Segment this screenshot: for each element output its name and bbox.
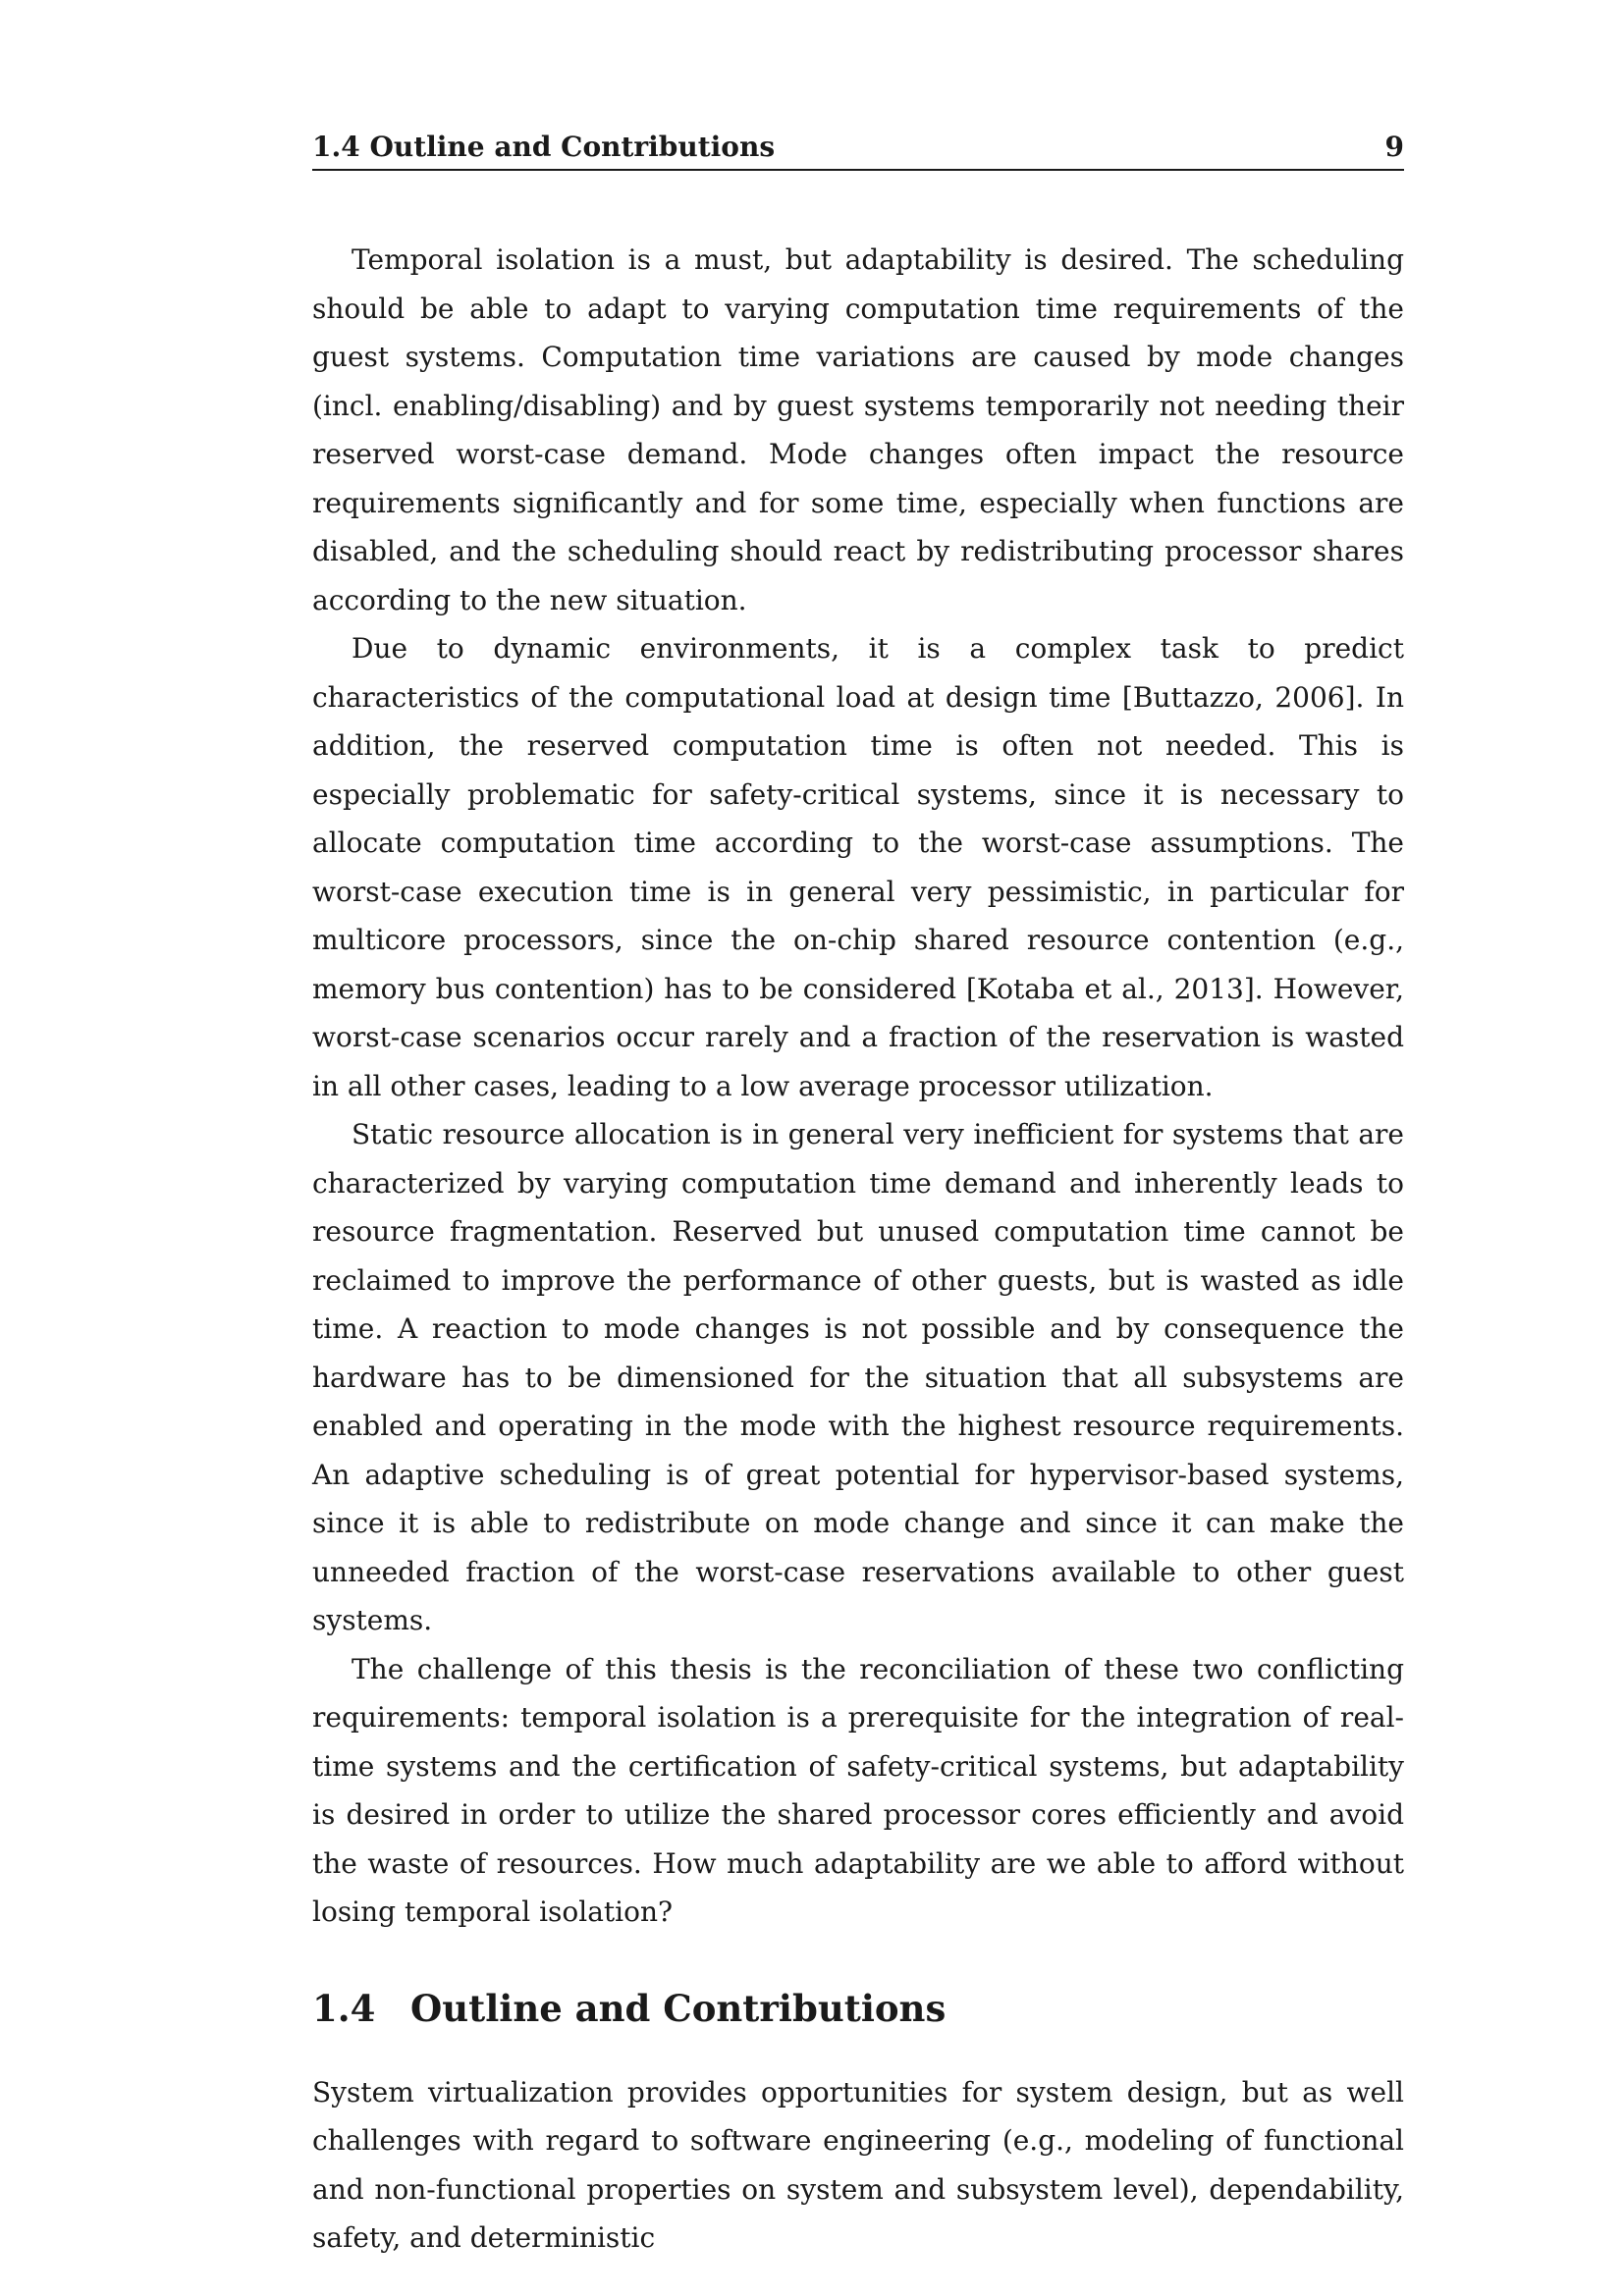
section-number: 1.4 [312, 1986, 376, 2030]
paragraph-temporal-isolation: Temporal isolation is a must, but adaptability is desired. The scheduling should be able to adapt to varying computation time requirements of the guest systems. Computation time variations are caused by mode changes (incl. enabling/disabling) and by guest systems temporarily not needing their reserved worst-case demand. Mode changes often impact the resource requirements significantly and for some time, especially when functions are disabled, and the scheduling should react by redistributing processor shares according to the new situation. [312, 243, 1404, 616]
page-number: 9 [1384, 131, 1404, 163]
paragraph-static-allocation: Static resource allocation is in general very inefficient for systems that are characterized by varying computation time demand and inherently leads to resource fragmentation. Reserved but unused computation time cannot be reclaimed to improve the performance of other guests, but is wasted as idle time. A reaction to mode changes is not possible and by consequence the hardware has to be dimensioned for the situation that all subsystems are enabled and operating in the mode with the highest resource requirements. An adaptive scheduling is of great potential for hypervisor-based systems, since it is able to redistribute on mode change and since it can make the unneeded fraction of the worst-case reservations available to other guest systems. [312, 1118, 1404, 1636]
section-heading [312, 1984, 1404, 2033]
paragraph-system-virtualization: System virtualization provides opportunities for system design, but as well challenges with regard to software engineering (e.g., modeling of functional and non-functional properties on system and subsystem level), dependability, safety, and deterministic [312, 2075, 1404, 2254]
running-header [312, 130, 1404, 171]
section-title: Outline and Contributions [410, 1986, 947, 2030]
paragraph-dynamic-environments: Due to dynamic environments, it is a complex task to predict characteristics of the computational load at design time [Buttazzo, 2006]. In addition, the reserved computation time is often not needed. This is especially problematic for safety-critical systems, since it is necessary to allocate computation time according to the worst-case assumptions. The worst-case execution time is in general very pessimistic, in particular for multicore processors, since the on-chip shared resource contention (e.g., memory bus contention) has to be considered [Kotaba et al., 2013]. However, worst-case scenarios occur rarely and a fraction of the reservation is wasted in all other cases, leading to a low average processor utilization. [312, 632, 1404, 1102]
page-content [312, 236, 1404, 2263]
paragraph-challenge: The challenge of this thesis is the reconciliation of these two conflicting requirements: temporal isolation is a prerequisite for the integration of real-time systems and the certification of safety-critical systems, but adaptability is desired in order to utilize the shared processor cores efficiently and avoid the waste of resources. How much adaptability are we able to afford without losing temporal isolation? [312, 1652, 1404, 1928]
running-header-title: 1.4 Outline and Contributions [312, 131, 776, 163]
